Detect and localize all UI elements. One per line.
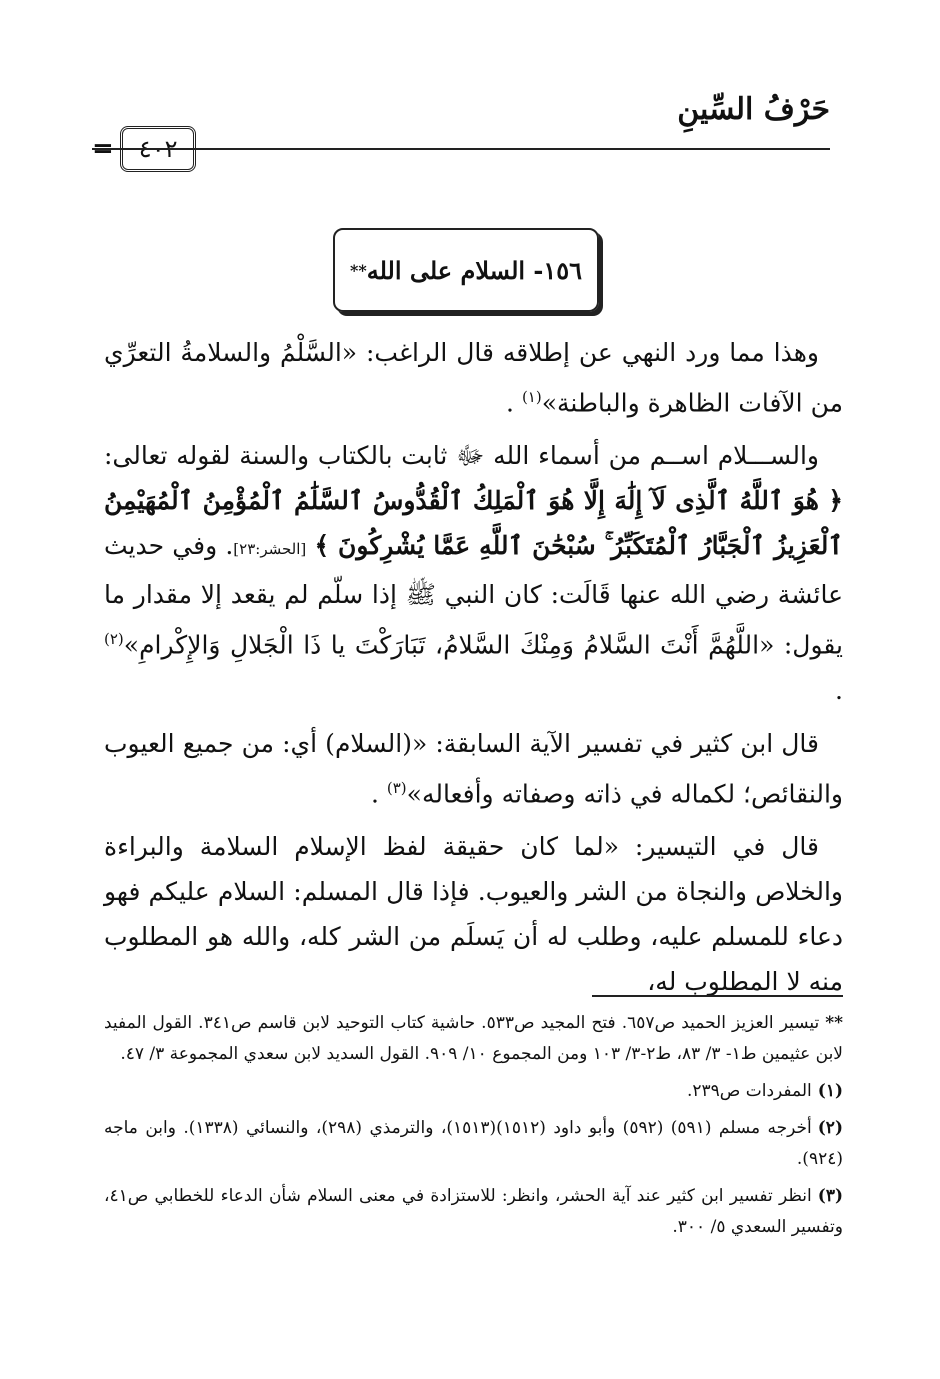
footnote-ref-2: (٢) xyxy=(104,630,124,649)
paragraph-1-text: وهذا مما ورد النهي عن إطلاقه قال الراغب: «السَّلْمُ والسلامةُ التعرِّي من الآفات الظاهرة والباطنة» xyxy=(104,338,843,418)
paragraph-3-end: . xyxy=(370,778,379,808)
footnote-star-text: تيسير العزيز الحميد ص٦٥٧. فتح المجيد ص٥٣٣. حاشية كتاب التوحيد لابن قاسم ص٣٤١. القول المفيد لابن عثيمين ط١- ٣/ ٨٣، ط٢-٣/ ١٠٣ ومن المجموع ١٠/ ٩٠٩. القول السديد لابن سعدي المجموعة ٣/ ٤٧. xyxy=(104,1013,843,1064)
footnote-separator xyxy=(592,995,843,997)
footnote-3-mark: (٣) xyxy=(817,1186,843,1206)
footnote-ref-1: (١) xyxy=(521,388,542,406)
footnote-2-text: أخرجه مسلم (٥٩١) (٥٩٢) وأبو داود (١٥١٢)(١٥١٣)، والترمذي (٢٩٨)، والنسائي (١٣٣٨). وابن ماجه (٩٢٤). xyxy=(104,1118,843,1169)
paragraph-4-text: قال في التيسير: «لما كان حقيقة لفظ الإسلام السلامة والبراءة والخلاص والنجاة من الشر والعيوب. فإذا قال المسلم: السلام عليكم فهو دعاء للمسلم عليه، وطلب له أن يَسلَم من الشر كله، والله هو المطلوب منه لا المطلوب له، xyxy=(104,831,843,996)
paragraph-2-end: . xyxy=(835,675,843,705)
section-number: ١٥٦- xyxy=(533,255,583,285)
footnote-star xyxy=(104,1008,843,1070)
header-rule xyxy=(92,148,830,150)
footnote-ref-3: (٣) xyxy=(386,778,407,797)
section-heading xyxy=(333,228,599,312)
paragraph-4 xyxy=(104,824,843,1004)
section-footnote-marker: ** xyxy=(349,260,367,280)
paragraph-3 xyxy=(104,721,843,816)
footnote-1-text: المفردات ص٢٣٩. xyxy=(686,1081,812,1101)
paragraph-2-text: والســـلام اســم من أسماء الله ﷻ ثابت بالكتاب والسنة لقوله تعالى: xyxy=(104,441,819,471)
footnote-3-text: انظر تفسير ابن كثير عند آية الحشر، وانظر: للاستزادة في معنى السلام شأن الدعاء للخطابي ص٤١، وتفسير السعدي ٥/ ٣٠٠. xyxy=(104,1186,843,1237)
footnote-3 xyxy=(104,1181,843,1243)
paragraph-3-text: قال ابن كثير في تفسير الآية السابقة: «(السلام) أي: من جميع العيوب والنقائص؛ لكماله في ذاته وصفاته وأفعاله» xyxy=(104,728,843,808)
quran-verse: ﴿ هُوَ ٱللَّهُ ٱلَّذِى لَآ إِلَٰهَ إِلَّا هُوَ ٱلْمَلِكُ ٱلْقُدُّوسُ ٱلسَّلَٰمُ ٱلْمُؤْمِنُ ٱلْمُهَيْمِنُ ٱلْعَزِيزُ ٱلْجَبَّارُ ٱلْمُتَكَبِّرُ ۚ سُبْحَٰنَ ٱللَّهِ عَمَّا يُشْرِكُونَ ﴾ xyxy=(104,486,843,561)
section-title: السلام على الله xyxy=(366,255,526,285)
paragraph-2 xyxy=(104,433,843,712)
footnote-star-mark: ** xyxy=(825,1013,844,1033)
footnote-1-mark: (١) xyxy=(817,1081,843,1101)
footnote-2-mark: (٢) xyxy=(817,1118,843,1138)
verse-reference: [الحشر:٢٣] xyxy=(233,540,307,559)
page-number-decoration: = xyxy=(92,134,114,164)
footnotes xyxy=(104,1008,843,1249)
paragraph-1-end: . xyxy=(506,388,514,418)
chapter-title: حَرْفُ السِّينِ xyxy=(677,92,830,127)
footnote-2 xyxy=(104,1113,843,1175)
paragraph-1 xyxy=(104,330,843,425)
main-text xyxy=(104,330,843,1012)
hadith-text: . وفي حديث عائشة رضي الله عنها قَالَت: كان النبي ﷺ إذا سلّم لم يقعد إلا مقدار ما يقول: «اللَّهُمَّ أَنْتَ السَّلامُ وَمِنْكَ السَّلامُ، تَبَارَكْتَ يا ذَا الْجَلالِ وَالإِكْرامِ» xyxy=(104,531,843,660)
footnote-1 xyxy=(104,1076,843,1107)
page-number: ٤٠٢ xyxy=(120,126,197,172)
